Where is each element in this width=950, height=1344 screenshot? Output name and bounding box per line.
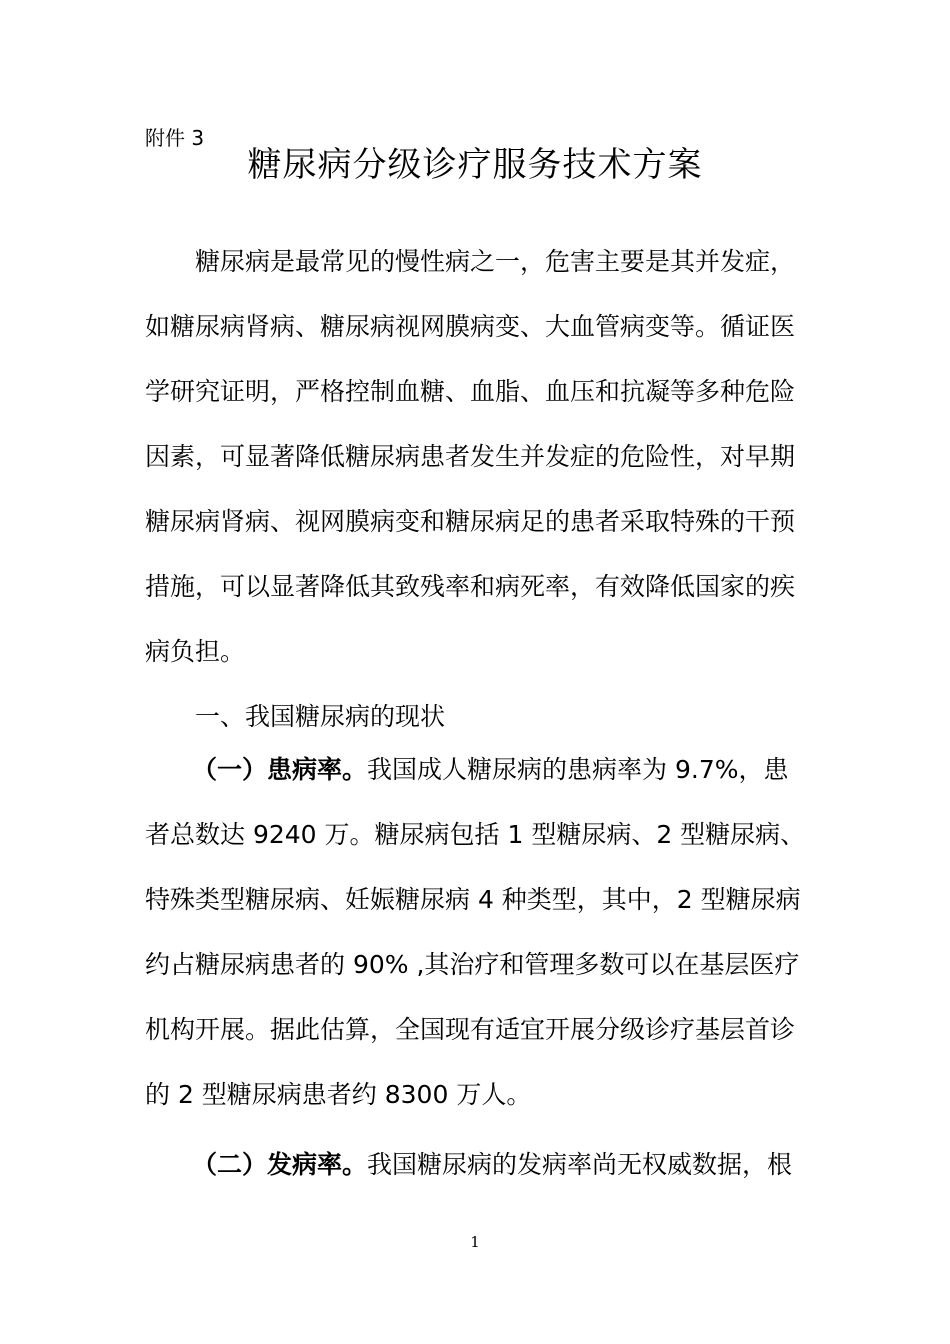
subsection-text: 我国成人糖尿病的患病率为 9.7%，患 [367,755,789,784]
paragraph-line: 因素，可显著降低糖尿病患者发生并发症的危险性，对早期 [145,442,796,471]
paragraph-line: 机构开展。据此估算，全国现有适宜开展分级诊疗基层首诊 [145,1015,796,1044]
page-number: 1 [470,1233,480,1251]
paragraph-line: 者总数达 9240 万。糖尿病包括 1 型糖尿病、2 型糖尿病、 [145,820,806,849]
paragraph-line: 如糖尿病肾病、糖尿病视网膜病变、大血管病变等。循证医 [145,312,796,341]
paragraph-line: 糖尿病肾病、视网膜病变和糖尿病足的患者采取特殊的干预 [145,507,796,536]
paragraph-line [192,752,788,788]
subsection-text: 我国糖尿病的发病率尚无权威数据，根 [367,1150,793,1179]
paragraph-line [192,1147,792,1183]
paragraph-line: 的 2 型糖尿病患者约 8300 万人。 [145,1080,532,1109]
paragraph-line: 特殊类型糖尿病、妊娠糖尿病 4 种类型，其中，2 型糖尿病 [145,885,801,914]
subsection-label: （二）发病率。 [192,1150,368,1179]
attachment-label: 附件 3 [145,126,205,150]
section-heading: 一、我国糖尿病的现状 [195,702,446,731]
paragraph-line: 病负担。 [145,637,246,666]
subsection-label: （一）患病率。 [192,755,368,784]
paragraph-line: 糖尿病是最常见的慢性病之一，危害主要是其并发症， [195,247,796,276]
document-title: 糖尿病分级诊疗服务技术方案 [247,145,703,185]
paragraph-line: 约占糖尿病患者的 90% ,其治疗和管理多数可以在基层医疗 [145,950,800,979]
paragraph-line: 措施，可以显著降低其致残率和病死率，有效降低国家的疾 [145,572,796,601]
paragraph-line: 学研究证明，严格控制血糖、血脂、血压和抗凝等多种危险 [145,377,796,406]
